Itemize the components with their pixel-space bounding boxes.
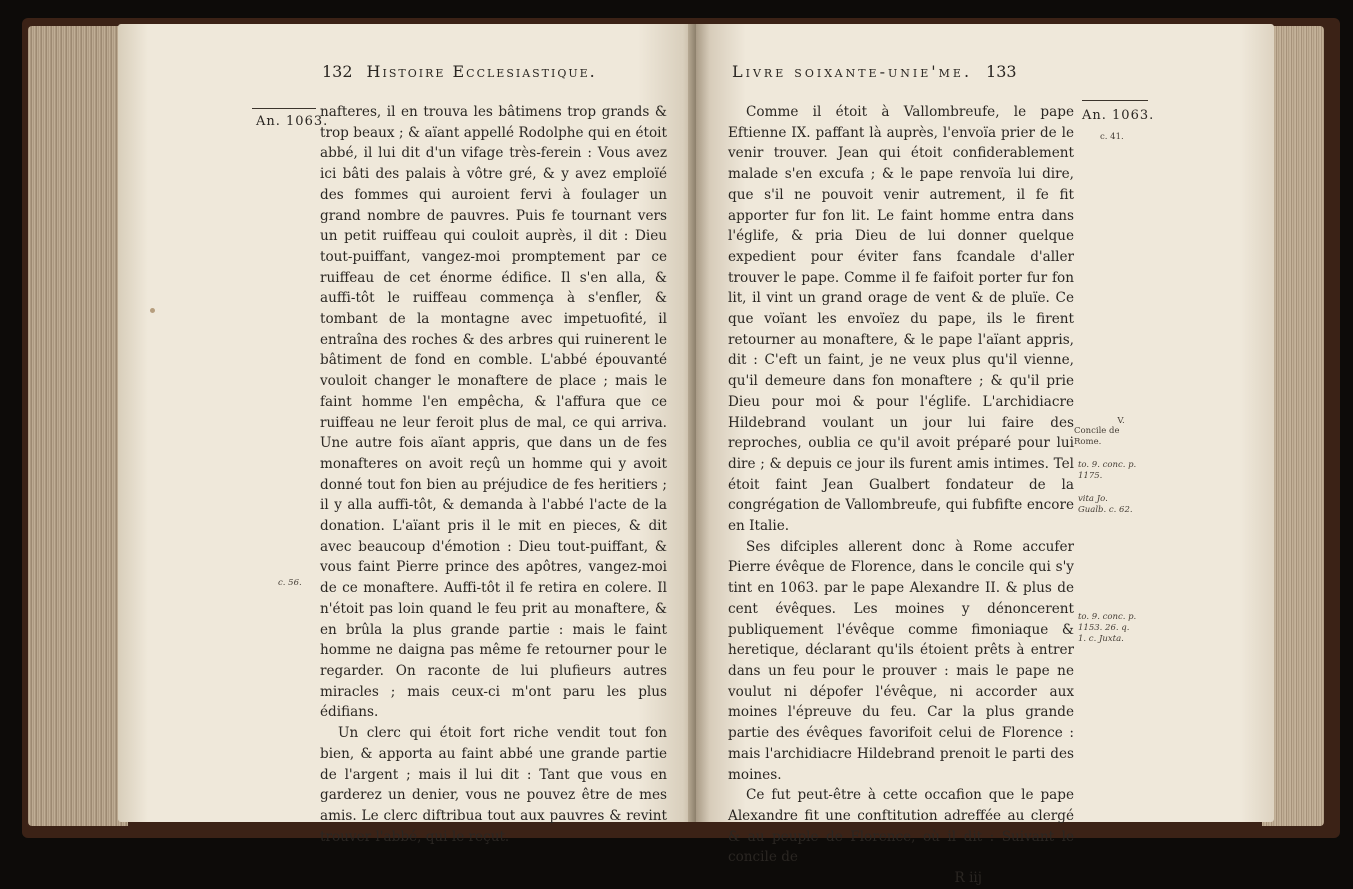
- page-edges-left: [28, 26, 128, 826]
- left-margin-note: c. 56.: [278, 578, 302, 588]
- left-paragraph-2: Un clerc qui étoit fort riche vendit tout fon bien, & apporta au faint abbé une grande partie de l'argent ; mais il lui dit : Tant que vous en garderez un denier, vous ne pouvez être de mes amis. Le clerc diftribua tout aux pauvres & revint trouver l'abbé, qui le reçut.: [320, 725, 667, 845]
- left-text-column: [320, 102, 667, 847]
- margin-reference-1: to. 9. conc. p. 1175.: [1078, 460, 1137, 481]
- left-paragraph-1: nafteres, il en trouva les bâtimens trop grands & trop beaux ; & aïant appellé Rodolphe qui en étoit abbé, il lui dit d'un vifage très-ferein : Vous avez ici bâti des palais à vôtre gré, & y avez emploïé des fommes qui auroient fervi à foulager un grand nombre de pauvres. Puis fe tournant vers un petit ruiffeau qui couloit auprès, il dit : Dieu tout-puiffant, vangez-moi promptement par ce ruiffeau de cet énorme édifice. Il s'en alla, & auffi-tôt le ruiffeau commença à s'enfler, & tombant de la montagne avec impetuofité, il entraîna des roches & des arbres qui ruinerent le bâtiment de fond en comble. L'abbé épouvanté vouloit changer le monaftere de place ; mais le faint homme l'en empêcha, & l'affura que ce ruiffeau ne leur feroit plus de mal, ce qui arriva. Une autre fois aïant appris, que dans un de fes monafteres on avoit reçû un homme qui y avoit donné tout fon bien au préjudice de fes heritiers ; il y alla auffi-tôt, & demanda à l'abbé l'acte de la donation. L'aïant pris il le mit en pieces, & dit avec beaucoup d'émotion : Dieu tout-puiffant, & vous faint Pierre prince des apôtres, vangez-moi de ce monaftere. Auffi-tôt il fe retira en colere. Il n'étoit pas loin quand le feu prit au monaftere, & en brûla la plus grande partie : mais le faint homme ne daigna pas même fe retourner pour le regarder. On raconte de lui plufieurs autres miracles ; mais ceux-ci m'ont paru les plus édifians.: [320, 104, 667, 721]
- paper-spot: [150, 308, 155, 313]
- margin-reference-3: to. 9. conc. p. 1153. 26. q. 1. c. Juxta.: [1078, 612, 1137, 644]
- section-title: Concile de Rome.: [1074, 426, 1120, 447]
- right-paragraph-3: Ce fut peut-être à cette occafion que le pape Alexandre fit une conftitution adreffée au clergé & au peuple de Florence, où il dit : Suivant le concile de: [728, 787, 1074, 866]
- right-paragraph-2: Ses difciples allerent donc à Rome accufer Pierre évêque de Florence, dans le concile qui s'y tint en 1063. par le pape Alexandre II. & plus de cent évêques. Les moines y dénoncerent publiquement l'évêque comme fimoniaque & heretique, déclarant qu'ils étoient prêts à entrer dans un feu pour le prouver : mais le pape ne voulut ni dépofer l'évêque, ni accorder aux moines l'épreuve du feu. Car la plus grande partie des évêques favorifoit celui de Florence : mais l'archidiacre Hildebrand prenoit le parti des moines.: [728, 538, 1074, 783]
- left-year-note: An. 1063.: [256, 114, 329, 129]
- right-margin-chapter: c. 41.: [1100, 132, 1124, 142]
- right-text-column: [728, 102, 1074, 889]
- left-running-title: Histoire Ecclesiastique.: [366, 62, 597, 81]
- right-running-title: Livre soixante-unie'me.: [732, 62, 973, 81]
- margin-reference-2: vita Jo. Gualb. c. 62.: [1078, 494, 1133, 515]
- right-running-head: [732, 62, 1017, 81]
- signature-mark: R iij: [954, 870, 982, 887]
- right-page-number: 133: [986, 62, 1017, 81]
- right-paragraph-1: Comme il étoit à Vallombreufe, le pape Eftienne IX. paffant là auprès, l'envoïa prier de le venir trouver. Jean qui étoit confiderablement malade s'en excufa ; & le pape renvoïa lui dire, que s'il ne pouvoit venir autrement, il fe fit apporter fur fon lit. Le faint homme entra dans l'églife, & pria Dieu de lui donner quelque expedient pour éviter fans fcandale d'aller trouver le pape. Comme il fe faifoit porter fur fon lit, il vint un grand orage de vent & de pluïe. Ce que voïant les envoïez du pape, ils le firent retourner au monaftere, & le pape l'aïant appris, dit : C'eft un faint, je ne veux plus qu'il vienne, qu'il demeure dans fon monaftere ; & qu'il prie Dieu pour moi & pour l'églife. L'archidiacre Hildebrand voulant un jour lui faire des reproches, oublia ce qu'il avoit préparé pour lui dire ; & depuis ce jour ils furent amis intimes. Tel étoit faint Jean Gualbert fondateur de la congrégation de Vallombreufe, qui fubfifte encore en Italie.: [728, 104, 1074, 535]
- right-year-note: An. 1063.: [1082, 108, 1155, 123]
- left-running-head: [322, 62, 597, 81]
- right-margin-rule: [1082, 100, 1148, 101]
- section-number: V.: [1117, 416, 1125, 426]
- left-page-number: 132: [322, 62, 353, 81]
- left-margin-rule: [252, 108, 316, 109]
